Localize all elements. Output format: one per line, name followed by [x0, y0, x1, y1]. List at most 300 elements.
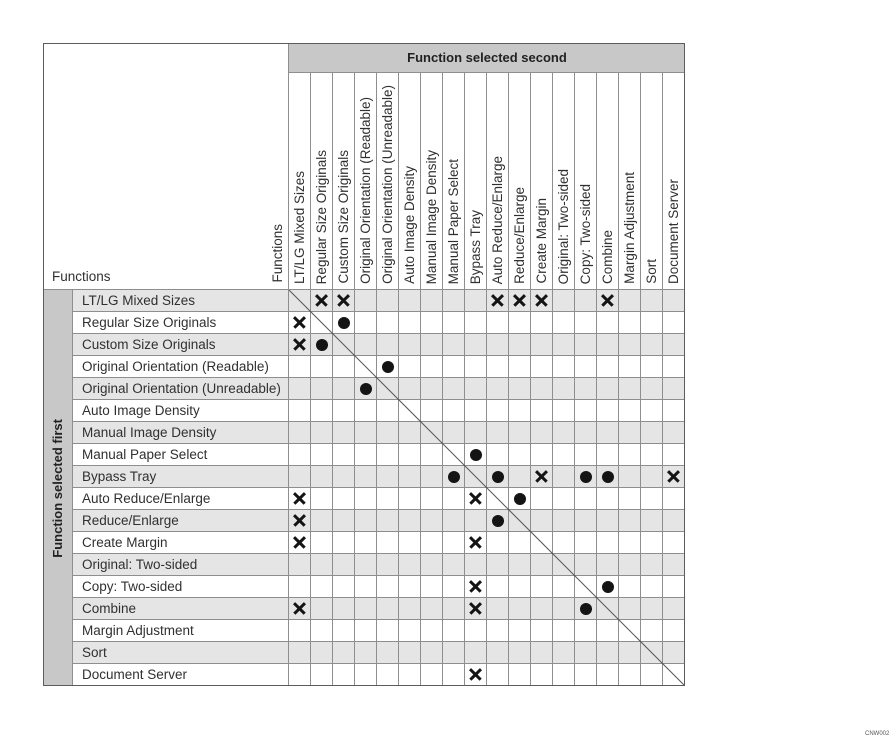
dot-icon	[316, 339, 328, 351]
matrix-cell	[663, 488, 685, 510]
matrix-cell	[289, 312, 311, 334]
matrix-cell	[311, 312, 333, 334]
matrix-cell	[399, 466, 421, 488]
matrix-cell	[289, 356, 311, 378]
dot-icon	[470, 449, 482, 461]
matrix-cell	[465, 510, 487, 532]
matrix-cell	[531, 422, 553, 444]
matrix-cell	[509, 642, 531, 664]
matrix-cell	[575, 598, 597, 620]
matrix-cell	[597, 312, 619, 334]
matrix-cell	[355, 312, 377, 334]
matrix-cell	[597, 422, 619, 444]
matrix-cell	[487, 312, 509, 334]
matrix-cell	[641, 290, 663, 312]
matrix-cell	[619, 598, 641, 620]
column-header-label: Copy: Two-sided	[577, 183, 593, 284]
matrix-cell	[597, 576, 619, 598]
matrix-cell	[289, 576, 311, 598]
matrix-cell	[641, 554, 663, 576]
matrix-cell	[289, 488, 311, 510]
matrix-cell	[509, 532, 531, 554]
matrix-cell	[421, 664, 443, 686]
matrix-cell	[641, 312, 663, 334]
matrix-cell	[509, 554, 531, 576]
dot-icon	[382, 361, 394, 373]
matrix-cell	[443, 334, 465, 356]
matrix-cell	[465, 378, 487, 400]
function-selected-first-label: Function selected first	[50, 418, 65, 558]
cross-icon	[535, 470, 549, 484]
column-header-copy-two-sided	[575, 73, 597, 290]
row-label-document-server: Document Server	[73, 664, 289, 686]
matrix-cell	[333, 290, 355, 312]
matrix-cell	[641, 510, 663, 532]
dot-icon	[602, 581, 614, 593]
matrix-cell	[399, 312, 421, 334]
matrix-cell	[465, 664, 487, 686]
row-label-reduce-enlarge: Reduce/Enlarge	[73, 510, 289, 532]
column-header-margin-adjustment	[619, 73, 641, 290]
matrix-cell	[597, 466, 619, 488]
matrix-cell	[311, 510, 333, 532]
matrix-cell	[311, 488, 333, 510]
matrix-cell	[487, 532, 509, 554]
matrix-cell	[355, 576, 377, 598]
matrix-cell	[355, 290, 377, 312]
matrix-cell	[333, 400, 355, 422]
column-header-custom-size-originals	[333, 73, 355, 290]
matrix-cell	[399, 576, 421, 598]
matrix-cell	[421, 400, 443, 422]
matrix-cell	[663, 620, 685, 642]
matrix-cell	[531, 620, 553, 642]
matrix-cell	[531, 576, 553, 598]
matrix-cell	[641, 598, 663, 620]
row-label-copy-two-sided: Copy: Two-sided	[73, 576, 289, 598]
matrix-cell	[531, 532, 553, 554]
matrix-cell	[355, 444, 377, 466]
matrix-cell	[487, 422, 509, 444]
corner-cell	[43, 43, 289, 290]
matrix-cell	[531, 664, 553, 686]
row-label-combine: Combine	[73, 598, 289, 620]
matrix-cell	[619, 532, 641, 554]
matrix-cell	[311, 554, 333, 576]
matrix-cell	[641, 664, 663, 686]
matrix-cell	[575, 532, 597, 554]
matrix-cell	[377, 576, 399, 598]
cross-icon	[535, 294, 549, 308]
matrix-cell	[465, 488, 487, 510]
matrix-cell	[399, 642, 421, 664]
matrix-cell	[377, 422, 399, 444]
matrix-cell	[553, 598, 575, 620]
matrix-cell	[377, 378, 399, 400]
matrix-cell	[333, 334, 355, 356]
matrix-cell	[641, 642, 663, 664]
matrix-cell	[311, 620, 333, 642]
matrix-cell	[509, 466, 531, 488]
matrix-cell	[465, 642, 487, 664]
matrix-cell	[619, 576, 641, 598]
matrix-cell	[575, 466, 597, 488]
matrix-cell	[443, 510, 465, 532]
matrix-cell	[377, 532, 399, 554]
matrix-cell	[619, 620, 641, 642]
matrix-cell	[443, 554, 465, 576]
matrix-cell	[487, 664, 509, 686]
matrix-cell	[509, 444, 531, 466]
matrix-cell	[487, 444, 509, 466]
matrix-cell	[311, 356, 333, 378]
matrix-cell	[487, 488, 509, 510]
matrix-cell	[421, 312, 443, 334]
matrix-cell	[289, 466, 311, 488]
row-label-original-two-sided: Original: Two-sided	[73, 554, 289, 576]
matrix-cell	[355, 466, 377, 488]
column-header-auto-image-density	[399, 73, 421, 290]
column-header-document-server	[663, 73, 685, 290]
matrix-cell	[355, 378, 377, 400]
matrix-cell	[421, 488, 443, 510]
function-selected-second-header: Function selected second	[289, 43, 685, 73]
column-header-label: Regular Size Originals	[313, 149, 329, 284]
column-header-regular-size-originals	[311, 73, 333, 290]
matrix-cell	[619, 378, 641, 400]
matrix-cell	[421, 444, 443, 466]
matrix-cell	[663, 466, 685, 488]
matrix-cell	[597, 356, 619, 378]
matrix-cell	[619, 422, 641, 444]
dot-icon	[492, 471, 504, 483]
matrix-cell	[355, 664, 377, 686]
column-header-label: Create Margin	[533, 198, 549, 284]
matrix-cell	[575, 576, 597, 598]
matrix-cell	[553, 334, 575, 356]
matrix-cell	[465, 400, 487, 422]
matrix-cell	[465, 554, 487, 576]
matrix-cell	[575, 290, 597, 312]
row-label-auto-reduce-enlarge: Auto Reduce/Enlarge	[73, 488, 289, 510]
matrix-cell	[333, 576, 355, 598]
matrix-cell	[531, 642, 553, 664]
matrix-cell	[377, 554, 399, 576]
row-label-manual-paper-select: Manual Paper Select	[73, 444, 289, 466]
matrix-cell	[289, 620, 311, 642]
column-header-label: Original: Two-sided	[555, 168, 571, 284]
matrix-cell	[575, 510, 597, 532]
matrix-cell	[421, 576, 443, 598]
matrix-cell	[421, 334, 443, 356]
figure-code: CNW002	[865, 731, 890, 737]
matrix-cell	[509, 378, 531, 400]
matrix-cell	[553, 466, 575, 488]
matrix-cell	[399, 554, 421, 576]
row-label-original-orientation-unreadable: Original Orientation (Unreadable)	[73, 378, 289, 400]
matrix-cell	[487, 378, 509, 400]
matrix-cell	[663, 642, 685, 664]
matrix-cell	[487, 554, 509, 576]
matrix-cell	[311, 532, 333, 554]
matrix-cell	[663, 444, 685, 466]
matrix-cell	[289, 444, 311, 466]
matrix-cell	[311, 400, 333, 422]
matrix-cell	[531, 312, 553, 334]
matrix-cell	[443, 444, 465, 466]
column-header-original-orientation-unreadable	[377, 73, 399, 290]
matrix-cell	[421, 642, 443, 664]
corner-vertical-label-cell	[267, 150, 289, 290]
row-label-auto-image-density: Auto Image Density	[73, 400, 289, 422]
matrix-cell	[619, 356, 641, 378]
matrix-cell	[465, 290, 487, 312]
matrix-cell	[333, 356, 355, 378]
matrix-cell	[421, 422, 443, 444]
matrix-cell	[421, 554, 443, 576]
matrix-cell	[619, 554, 641, 576]
row-label-lt-lg-mixed-sizes: LT/LG Mixed Sizes	[73, 290, 289, 312]
cross-icon	[293, 316, 307, 330]
matrix-cell	[487, 642, 509, 664]
matrix-cell	[399, 422, 421, 444]
matrix-cell	[289, 422, 311, 444]
matrix-cell	[553, 290, 575, 312]
row-label-custom-size-originals: Custom Size Originals	[73, 334, 289, 356]
matrix-cell	[597, 510, 619, 532]
matrix-cell	[641, 356, 663, 378]
dot-icon	[492, 515, 504, 527]
matrix-cell	[641, 378, 663, 400]
matrix-cell	[377, 400, 399, 422]
matrix-cell	[443, 642, 465, 664]
column-header-combine	[597, 73, 619, 290]
matrix-cell	[663, 334, 685, 356]
matrix-cell	[619, 664, 641, 686]
matrix-cell	[421, 466, 443, 488]
matrix-cell	[531, 378, 553, 400]
matrix-cell	[487, 620, 509, 642]
matrix-cell	[443, 466, 465, 488]
row-label-sort: Sort	[73, 642, 289, 664]
matrix-cell	[663, 356, 685, 378]
matrix-cell	[575, 422, 597, 444]
matrix-cell	[619, 444, 641, 466]
matrix-cell	[553, 642, 575, 664]
matrix-cell	[421, 510, 443, 532]
matrix-cell	[333, 620, 355, 642]
matrix-cell	[311, 444, 333, 466]
corner-vertical-label: Functions	[270, 224, 286, 283]
matrix-cell	[443, 378, 465, 400]
row-label-manual-image-density: Manual Image Density	[73, 422, 289, 444]
matrix-cell	[333, 422, 355, 444]
matrix-cell	[575, 554, 597, 576]
matrix-cell	[575, 620, 597, 642]
matrix-cell	[333, 444, 355, 466]
matrix-cell	[377, 356, 399, 378]
dot-icon	[448, 471, 460, 483]
matrix-cell	[531, 554, 553, 576]
matrix-cell	[311, 290, 333, 312]
cross-icon	[293, 536, 307, 550]
cross-icon	[469, 580, 483, 594]
cross-icon	[601, 294, 615, 308]
matrix-cell	[333, 598, 355, 620]
row-label-bypass-tray: Bypass Tray	[73, 466, 289, 488]
matrix-cell	[619, 642, 641, 664]
matrix-cell	[443, 400, 465, 422]
dot-icon	[514, 493, 526, 505]
matrix-cell	[443, 356, 465, 378]
matrix-cell	[553, 444, 575, 466]
matrix-cell	[399, 356, 421, 378]
matrix-cell	[377, 312, 399, 334]
matrix-cell	[289, 554, 311, 576]
matrix-cell	[421, 356, 443, 378]
matrix-cell	[487, 334, 509, 356]
matrix-cell	[465, 312, 487, 334]
matrix-cell	[487, 576, 509, 598]
column-header-manual-image-density	[421, 73, 443, 290]
matrix-cell	[399, 510, 421, 532]
matrix-cell	[289, 290, 311, 312]
matrix-cell	[311, 378, 333, 400]
matrix-cell	[641, 620, 663, 642]
matrix-cell	[399, 532, 421, 554]
matrix-cell	[355, 532, 377, 554]
column-header-label: Bypass Tray	[467, 209, 483, 284]
matrix-cell	[421, 620, 443, 642]
matrix-cell	[663, 532, 685, 554]
matrix-cell	[377, 510, 399, 532]
matrix-cell	[311, 664, 333, 686]
matrix-cell	[465, 466, 487, 488]
matrix-cell	[619, 510, 641, 532]
matrix-cell	[509, 598, 531, 620]
matrix-cell	[509, 510, 531, 532]
matrix-cell	[465, 620, 487, 642]
dot-icon	[602, 471, 614, 483]
matrix-cell	[355, 334, 377, 356]
matrix-cell	[575, 378, 597, 400]
matrix-cell	[531, 488, 553, 510]
cross-icon	[469, 492, 483, 506]
matrix-cell	[575, 334, 597, 356]
cross-icon	[315, 294, 329, 308]
matrix-cell	[355, 554, 377, 576]
matrix-cell	[377, 334, 399, 356]
matrix-cell	[355, 400, 377, 422]
cross-icon	[469, 602, 483, 616]
cross-icon	[293, 338, 307, 352]
matrix-cell	[465, 598, 487, 620]
dot-icon	[580, 471, 592, 483]
matrix-cell	[531, 444, 553, 466]
matrix-cell	[399, 378, 421, 400]
matrix-cell	[641, 466, 663, 488]
matrix-cell	[597, 378, 619, 400]
matrix-cell	[377, 444, 399, 466]
matrix-cell	[509, 620, 531, 642]
matrix-cell	[311, 422, 333, 444]
matrix-cell	[531, 290, 553, 312]
column-header-auto-reduce-enlarge	[487, 73, 509, 290]
cross-icon	[469, 536, 483, 550]
matrix-cell	[465, 422, 487, 444]
matrix-cell	[663, 422, 685, 444]
matrix-cell	[575, 312, 597, 334]
matrix-cell	[531, 334, 553, 356]
matrix-cell	[333, 488, 355, 510]
matrix-cell	[597, 334, 619, 356]
matrix-cell	[641, 400, 663, 422]
matrix-cell	[487, 290, 509, 312]
column-header-original-two-sided	[553, 73, 575, 290]
matrix-cell	[487, 598, 509, 620]
matrix-cell	[509, 488, 531, 510]
matrix-cell	[355, 422, 377, 444]
matrix-cell	[333, 510, 355, 532]
matrix-cell	[619, 466, 641, 488]
matrix-cell	[443, 598, 465, 620]
matrix-cell	[355, 620, 377, 642]
matrix-cell	[509, 400, 531, 422]
matrix-cell	[443, 576, 465, 598]
matrix-cell	[509, 290, 531, 312]
matrix-cell	[399, 620, 421, 642]
matrix-cell	[575, 642, 597, 664]
matrix-cell	[465, 576, 487, 598]
matrix-cell	[641, 488, 663, 510]
column-header-label: Original Orientation (Readable)	[357, 97, 373, 284]
matrix-cell	[553, 576, 575, 598]
matrix-cell	[355, 488, 377, 510]
matrix-cell	[553, 620, 575, 642]
matrix-cell	[597, 444, 619, 466]
matrix-cell	[377, 598, 399, 620]
matrix-cell	[663, 378, 685, 400]
matrix-cell	[663, 400, 685, 422]
matrix-cell	[355, 598, 377, 620]
matrix-cell	[333, 642, 355, 664]
row-label-margin-adjustment: Margin Adjustment	[73, 620, 289, 642]
matrix-cell	[421, 598, 443, 620]
matrix-cell	[289, 510, 311, 532]
matrix-cell	[575, 664, 597, 686]
corner-label: Functions	[52, 269, 111, 284]
matrix-cell	[443, 488, 465, 510]
matrix-cell	[333, 554, 355, 576]
matrix-cell	[443, 422, 465, 444]
matrix-cell	[377, 664, 399, 686]
matrix-cell	[465, 334, 487, 356]
matrix-cell	[421, 378, 443, 400]
matrix-cell	[663, 554, 685, 576]
matrix-cell	[289, 598, 311, 620]
matrix-cell	[399, 290, 421, 312]
matrix-cell	[377, 466, 399, 488]
matrix-cell	[311, 334, 333, 356]
matrix-cell	[597, 664, 619, 686]
matrix-cell	[663, 290, 685, 312]
matrix-cell	[333, 312, 355, 334]
matrix-cell	[465, 532, 487, 554]
matrix-cell	[289, 642, 311, 664]
row-label-regular-size-originals: Regular Size Originals	[73, 312, 289, 334]
matrix-cell	[487, 400, 509, 422]
matrix-cell	[289, 532, 311, 554]
